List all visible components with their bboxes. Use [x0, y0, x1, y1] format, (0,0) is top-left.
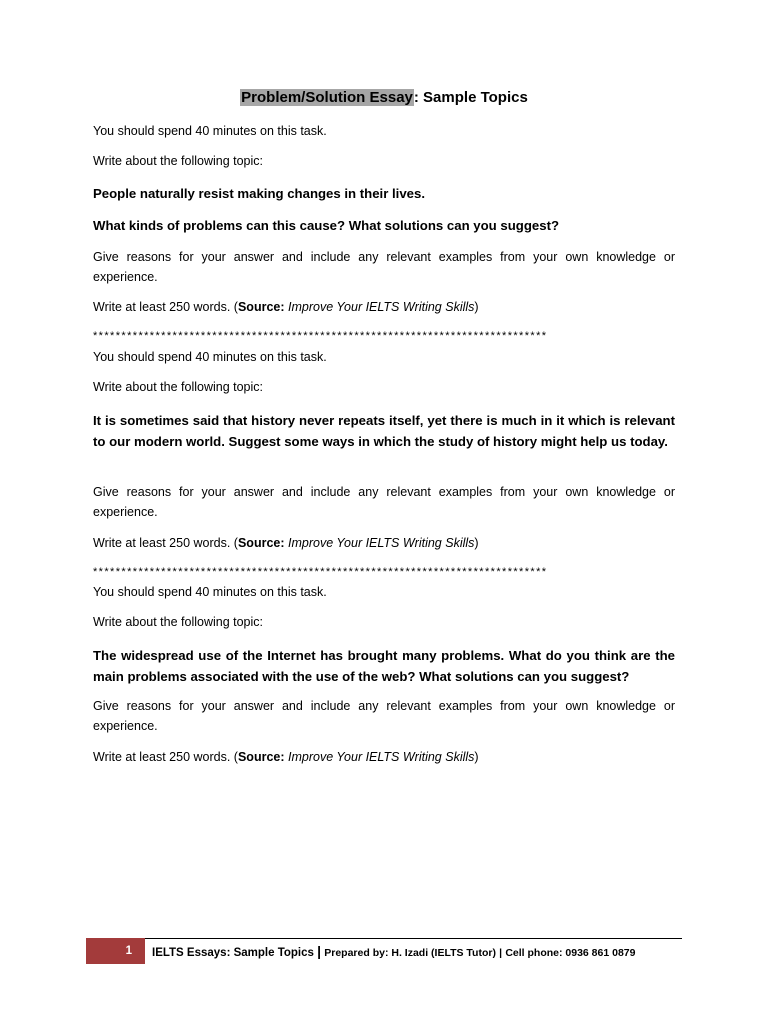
task-2-source-label: Source: — [237, 536, 285, 550]
separator-1: ******************************************************************************** — [93, 330, 548, 342]
task-2-word-count — [93, 534, 675, 554]
task-3-source-label: Source: — [237, 750, 285, 764]
task-3-word-count — [93, 748, 675, 768]
task-2-source-close: ) — [474, 536, 479, 550]
task-3-word-prefix: Write at least 250 words. ( — [93, 750, 238, 764]
task-2-source-title: Improve Your IELTS Writing Skills — [288, 536, 475, 550]
task-3-write-about: Write about the following topic: — [93, 615, 264, 629]
task-1-word-prefix: Write at least 250 words. ( — [93, 300, 238, 314]
task-2-reasons: Give reasons for your answer and include any relevant examples from your own knowledge or experience. — [93, 485, 675, 519]
task-1-topic-line-2: What kinds of problems can this cause? What solutions can you suggest? — [93, 218, 560, 233]
task-1-time: You should spend 40 minutes on this task. — [93, 124, 327, 138]
task-3-source-close: ) — [474, 750, 479, 764]
page-footer — [86, 938, 682, 964]
task-1-source-close: ) — [474, 300, 479, 314]
task-1-source-title: Improve Your IELTS Writing Skills — [288, 300, 475, 314]
title-rest: : Sample Topics — [413, 89, 528, 106]
footer-text — [152, 938, 635, 964]
page-number: 1 — [86, 938, 145, 964]
footer-divider: | — [317, 943, 322, 959]
task-2-time: You should spend 40 minutes on this task. — [93, 350, 327, 364]
task-3-time: You should spend 40 minutes on this task. — [93, 585, 327, 599]
title-highlight: Problem/Solution Essay — [241, 89, 413, 106]
task-1-write-about: Write about the following topic: — [93, 154, 264, 168]
task-2-word-prefix: Write at least 250 words. ( — [93, 536, 238, 550]
footer-divider-2: | — [499, 947, 503, 959]
footer-prepared-by: Prepared by: H. Izadi (IELTS Tutor) — [324, 947, 496, 959]
footer-title: IELTS Essays: Sample Topics — [152, 947, 314, 959]
task-1-reasons: Give reasons for your answer and include any relevant examples from your own knowledge or experience. — [93, 250, 675, 284]
footer-phone: Cell phone: 0936 861 0879 — [505, 947, 636, 959]
task-3-reasons: Give reasons for your answer and include any relevant examples from your own knowledge or experience. — [93, 699, 675, 733]
task-3-topic: The widespread use of the Internet has brought many problems. What do you think are the main problems associated with the use of the web? What solutions can you suggest? — [93, 648, 675, 684]
task-2-write-about: Write about the following topic: — [93, 380, 264, 394]
page-title — [0, 88, 768, 108]
task-1-topic-line-1: People naturally resist making changes in their lives. — [93, 186, 426, 201]
task-1-source-label: Source: — [237, 300, 285, 314]
task-3-source-title: Improve Your IELTS Writing Skills — [288, 750, 475, 764]
separator-2: ******************************************************************************** — [93, 566, 548, 578]
task-2-topic: It is sometimes said that history never repeats itself, yet there is much in it which is relevant to our modern world. Suggest some ways in which the study of history might help us today. — [93, 413, 675, 449]
task-1-word-count — [93, 298, 675, 318]
